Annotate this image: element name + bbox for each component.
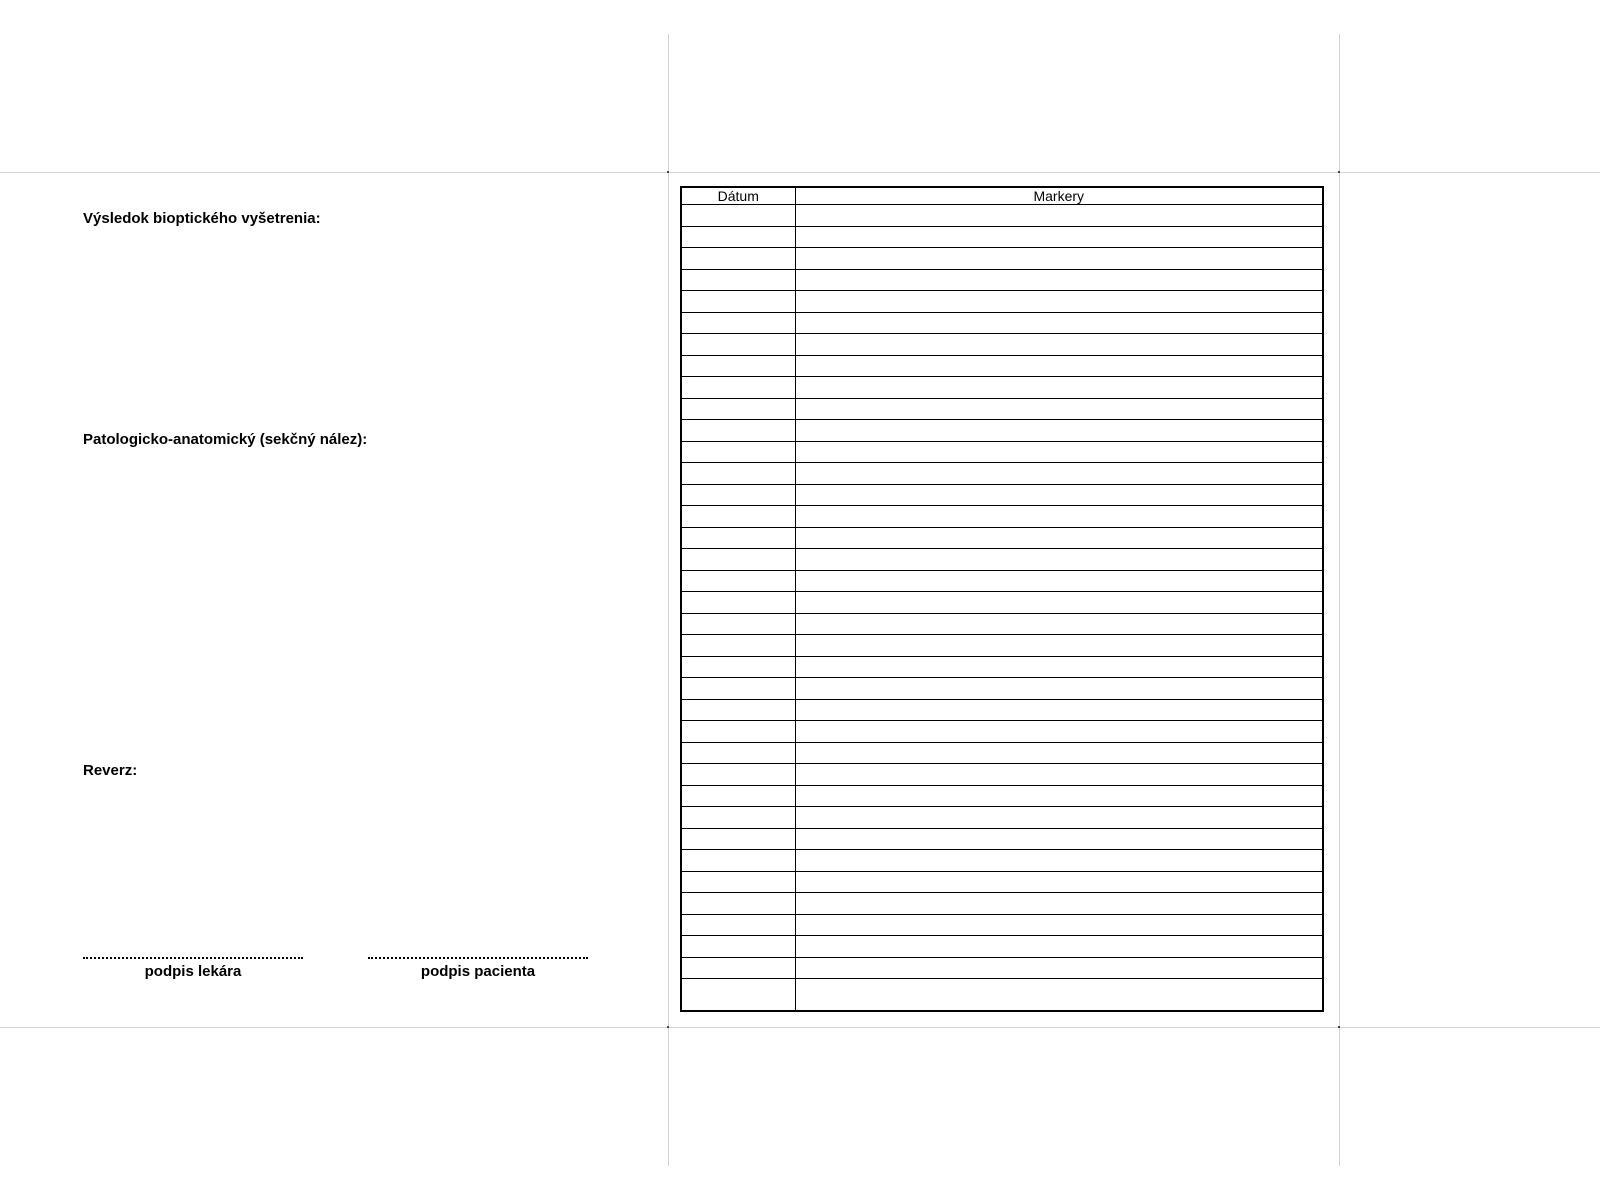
- markers-log: [680, 186, 1324, 1012]
- table-row: [681, 807, 1323, 829]
- table-row: [681, 764, 1323, 786]
- date-cell[interactable]: [681, 570, 795, 592]
- table-row: [681, 957, 1323, 979]
- markers-cell[interactable]: [795, 957, 1323, 979]
- date-cell[interactable]: [681, 334, 795, 356]
- markers-cell[interactable]: [795, 764, 1323, 786]
- date-cell[interactable]: [681, 957, 795, 979]
- date-cell[interactable]: [681, 355, 795, 377]
- markers-cell[interactable]: [795, 678, 1323, 700]
- markers-cell[interactable]: [795, 914, 1323, 936]
- date-cell[interactable]: [681, 613, 795, 635]
- markers-cell[interactable]: [795, 936, 1323, 958]
- markers-cell[interactable]: [795, 850, 1323, 872]
- table-row: [681, 269, 1323, 291]
- markers-cell[interactable]: [795, 269, 1323, 291]
- table-row: [681, 355, 1323, 377]
- fold-guide-center: [668, 34, 669, 1166]
- date-cell[interactable]: [681, 871, 795, 893]
- date-cell[interactable]: [681, 269, 795, 291]
- fold-guide-bottom: [0, 1027, 1600, 1028]
- table-row: [681, 549, 1323, 571]
- date-cell[interactable]: [681, 850, 795, 872]
- table-row: [681, 871, 1323, 893]
- table-row: [681, 420, 1323, 442]
- date-cell[interactable]: [681, 506, 795, 528]
- date-cell[interactable]: [681, 484, 795, 506]
- table-row: [681, 613, 1323, 635]
- markers-cell[interactable]: [795, 979, 1323, 1012]
- table-row: [681, 570, 1323, 592]
- markers-cell[interactable]: [795, 635, 1323, 657]
- table-row: [681, 506, 1323, 528]
- date-cell[interactable]: [681, 398, 795, 420]
- table-row: [681, 205, 1323, 227]
- markers-cell[interactable]: [795, 484, 1323, 506]
- autopsy-finding-heading: Patologicko-anatomický (sekčný nález):: [83, 431, 368, 448]
- table-row: [681, 463, 1323, 485]
- date-cell[interactable]: [681, 527, 795, 549]
- date-cell[interactable]: [681, 377, 795, 399]
- patient-signature-label: podpis pacienta: [420, 963, 536, 980]
- table-row: [681, 678, 1323, 700]
- date-cell[interactable]: [681, 914, 795, 936]
- markers-cell[interactable]: [795, 205, 1323, 227]
- markers-cell[interactable]: [795, 613, 1323, 635]
- markers-cell[interactable]: [795, 506, 1323, 528]
- date-cell[interactable]: [681, 312, 795, 334]
- markers-cell[interactable]: [795, 463, 1323, 485]
- doctor-signature-line: [83, 957, 303, 959]
- markers-cell[interactable]: [795, 570, 1323, 592]
- doctor-signature-label: podpis lekára: [144, 963, 242, 980]
- date-cell[interactable]: [681, 226, 795, 248]
- date-cell[interactable]: [681, 828, 795, 850]
- patient-signature-line: [368, 957, 588, 959]
- fold-guide-top: [0, 172, 1600, 173]
- date-cell[interactable]: [681, 721, 795, 743]
- table-row: [681, 398, 1323, 420]
- markers-cell[interactable]: [795, 312, 1323, 334]
- table-row: [681, 893, 1323, 915]
- table-row: [681, 312, 1323, 334]
- table-row: [681, 226, 1323, 248]
- date-cell[interactable]: [681, 248, 795, 270]
- date-cell[interactable]: [681, 979, 795, 1012]
- markers-cell[interactable]: [795, 656, 1323, 678]
- table-row: [681, 936, 1323, 958]
- date-cell[interactable]: [681, 699, 795, 721]
- table-row: [681, 656, 1323, 678]
- date-cell[interactable]: [681, 936, 795, 958]
- markers-table: [680, 186, 1324, 1012]
- markers-cell[interactable]: [795, 785, 1323, 807]
- table-row: [681, 441, 1323, 463]
- markers-cell[interactable]: [795, 742, 1323, 764]
- reverse-heading: Reverz:: [83, 762, 138, 779]
- table-header-row: [681, 187, 1323, 205]
- table-row: [681, 291, 1323, 313]
- table-row: [681, 527, 1323, 549]
- date-cell[interactable]: [681, 420, 795, 442]
- markers-cell[interactable]: [795, 592, 1323, 614]
- table-row: [681, 484, 1323, 506]
- fold-guide-right: [1339, 34, 1340, 1166]
- markers-cell[interactable]: [795, 441, 1323, 463]
- doctor-signature-block: [83, 957, 303, 980]
- markers-cell[interactable]: [795, 807, 1323, 829]
- date-cell[interactable]: [681, 291, 795, 313]
- markers-cell[interactable]: [795, 893, 1323, 915]
- markers-cell[interactable]: [795, 248, 1323, 270]
- date-cell[interactable]: [681, 742, 795, 764]
- table-row: [681, 248, 1323, 270]
- date-cell[interactable]: [681, 441, 795, 463]
- table-row: [681, 635, 1323, 657]
- date-cell[interactable]: [681, 463, 795, 485]
- date-cell[interactable]: [681, 592, 795, 614]
- date-cell[interactable]: [681, 549, 795, 571]
- markers-cell[interactable]: [795, 291, 1323, 313]
- markers-cell[interactable]: [795, 527, 1323, 549]
- crop-mark: [1338, 1026, 1340, 1028]
- table-row: [681, 699, 1323, 721]
- markers-cell[interactable]: [795, 334, 1323, 356]
- date-cell[interactable]: [681, 205, 795, 227]
- table-row: [681, 721, 1323, 743]
- crop-mark: [667, 1026, 669, 1028]
- markers-cell[interactable]: [795, 828, 1323, 850]
- markers-cell[interactable]: [795, 549, 1323, 571]
- crop-mark: [1338, 171, 1340, 173]
- markers-cell[interactable]: [795, 355, 1323, 377]
- patient-signature-block: [368, 957, 588, 980]
- table-row: [681, 377, 1323, 399]
- biopsy-result-heading: Výsledok bioptického vyšetrenia:: [83, 210, 321, 227]
- crop-mark: [667, 171, 669, 173]
- markers-cell[interactable]: [795, 871, 1323, 893]
- table-row: [681, 742, 1323, 764]
- date-cell[interactable]: [681, 635, 795, 657]
- table-row: [681, 850, 1323, 872]
- table-row: [681, 914, 1323, 936]
- date-cell[interactable]: [681, 785, 795, 807]
- table-row: [681, 785, 1323, 807]
- markers-cell[interactable]: [795, 721, 1323, 743]
- table-row: [681, 592, 1323, 614]
- markers-cell[interactable]: [795, 398, 1323, 420]
- table-row: [681, 979, 1323, 1012]
- table-body: [681, 205, 1323, 1012]
- date-cell[interactable]: [681, 807, 795, 829]
- markers-cell[interactable]: [795, 377, 1323, 399]
- date-cell[interactable]: [681, 656, 795, 678]
- table-row: [681, 334, 1323, 356]
- column-header-markers: Markery: [795, 187, 1323, 205]
- date-cell[interactable]: [681, 678, 795, 700]
- markers-cell[interactable]: [795, 699, 1323, 721]
- markers-cell[interactable]: [795, 420, 1323, 442]
- column-header-date: Dátum: [681, 187, 795, 205]
- table-row: [681, 828, 1323, 850]
- date-cell[interactable]: [681, 764, 795, 786]
- date-cell[interactable]: [681, 893, 795, 915]
- markers-cell[interactable]: [795, 226, 1323, 248]
